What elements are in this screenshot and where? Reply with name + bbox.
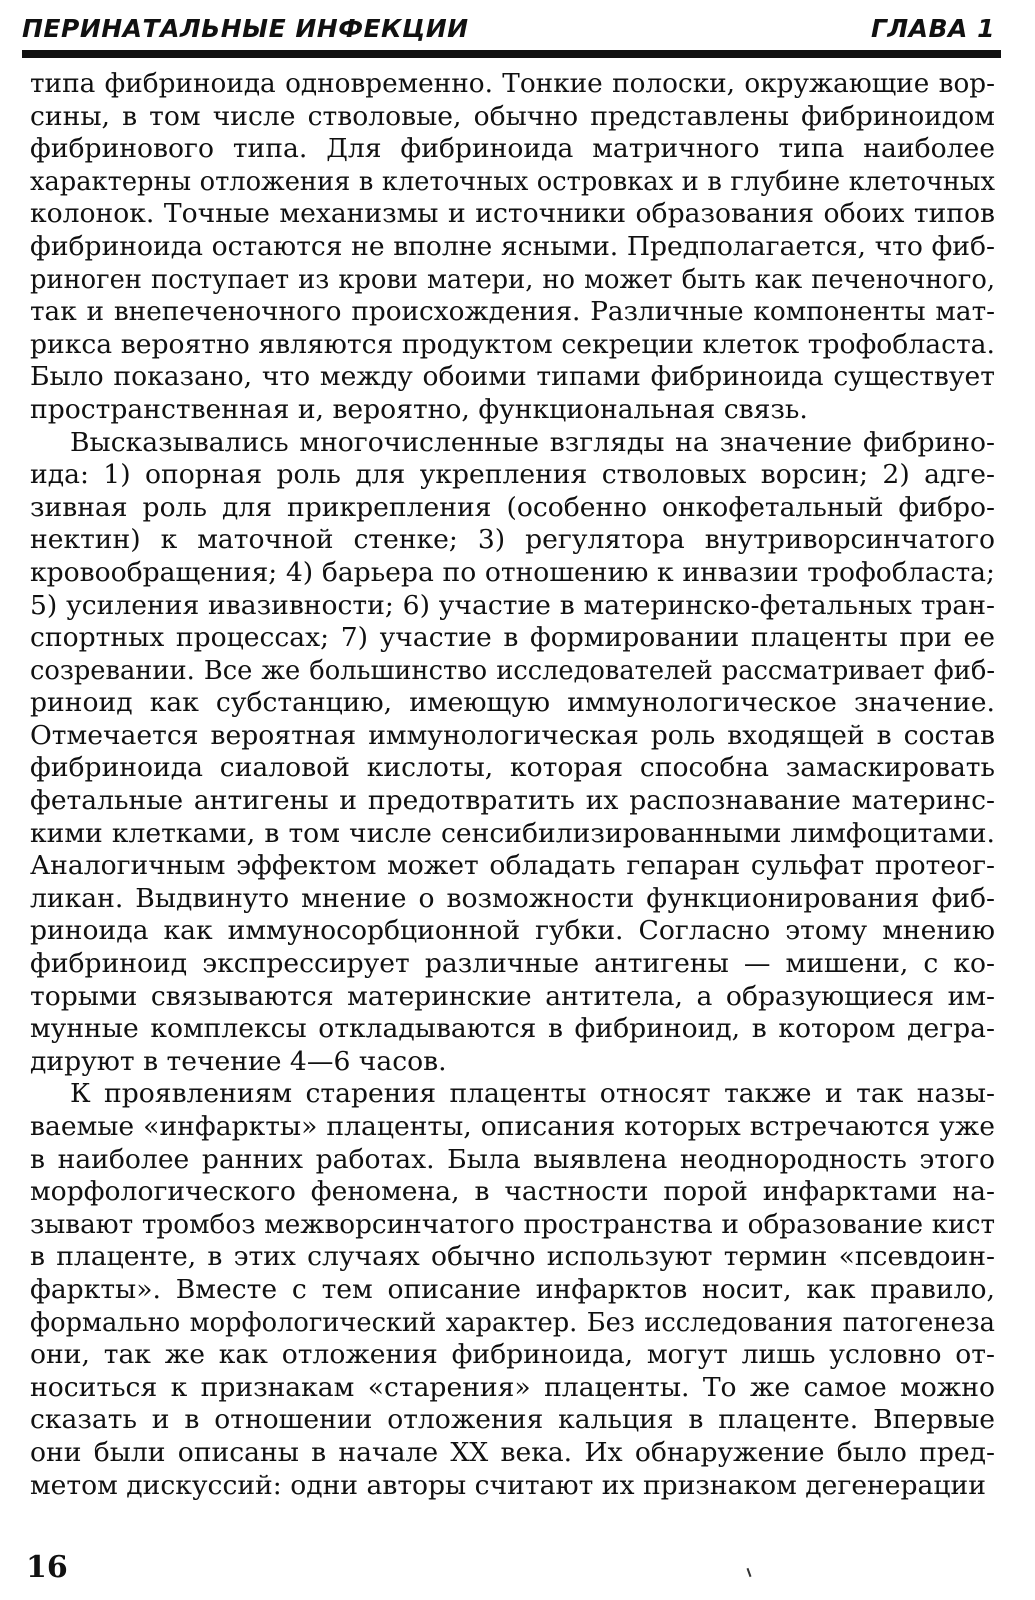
text-line: они, так же как отложения фибриноида, могут лишь условно от- [30,1339,995,1371]
text-line: сказать и в отношении отложения кальция в плаценте. Впервые [30,1404,995,1436]
text-line: фетальные антигены и предотвратить их распознавание материнс- [30,785,995,817]
chapter-label: ГЛАВА 1 [870,14,995,43]
text-line: так и внепеченочного происхождения. Различные компоненты мат- [30,297,995,328]
text-line: фибриноида остаются не вполне ясными. Предполагается, что фиб- [30,230,995,262]
text-line: в плаценте, в этих случаях обычно используют термин «псевдоин- [30,1241,995,1273]
text-line: ида: 1) опорная роль для укрепления стволовых ворсин; 2) адге- [30,459,995,491]
text-line: пространственная и, вероятно, функциональная связь. [30,393,808,425]
text-line: зывают тромбоз межворсинчатого пространства и образование кист [30,1209,995,1240]
text-line: они были описаны в начале XX века. Их обнаружение было пред- [30,1436,995,1468]
text-line: колонок. Точные механизмы и источники образования обоих типов [30,198,995,230]
body-text [30,68,995,1502]
paragraph [30,68,995,427]
paragraph [30,1078,995,1502]
text-line: Высказывались многочисленные взгляды на значение фибрино- [70,426,995,458]
text-line: Отмечается вероятная иммунологическая роль входящей в состав [30,719,995,751]
text-line: спортных процессах; 7) участие в формировании плаценты при ее [30,622,995,654]
paragraph [30,427,995,1079]
text-line: мунные комплексы откладываются в фибриноид, в котором дегра- [30,1013,995,1045]
text-line: кровообращения; 4) барьера по отношению к инвазии трофобласта; [30,556,995,588]
text-line: морфологического феномена, в частности порой инфарктами на- [30,1176,995,1208]
running-title: ПЕРИНАТАЛЬНЫЕ ИНФЕКЦИИ [22,14,469,43]
text-line: нектин) к маточной стенке; 3) регулятора внутриворсинчатого [30,524,995,556]
text-line: формально морфологический характер. Без исследования патогенеза [30,1307,995,1338]
text-line: дируют в течение 4—6 часов. [30,1045,447,1077]
text-line: риноид как субстанцию, имеющую иммунологическое значение. [30,687,995,719]
page-number: 16 [26,1550,68,1585]
text-line: кими клетками, в том числе сенсибилизированными лимфоцитами. [30,817,995,849]
header-rule [22,50,1001,58]
text-line: ваемые «инфаркты» плаценты, описания которых встречаются уже [30,1111,995,1142]
text-line: фибринового типа. Для фибриноида матричного типа наиболее [30,133,995,165]
text-line: торыми связываются материнские антитела, а образующиеся им- [30,980,995,1012]
text-line: К проявлениям старения плаценты относят также и так назы- [70,1078,995,1110]
text-line: зивная роль для прикрепления (особенно онкофетальный фибро- [30,491,995,523]
text-line: 5) усиления ивазивности; 6) участие в материнско-фетальных тран- [30,589,995,621]
text-line: рикса вероятно являются продуктом секреции клеток трофобласта. [30,328,995,360]
text-line: фибриноида сиаловой кислоты, которая способна замаскировать [30,752,995,784]
text-line: риноида как иммуносорбционной губки. Согласно этому мнению [30,915,995,947]
text-line: созревании. Все же большинство исследователей рассматривает фиб- [30,655,995,686]
text-line: сины, в том числе стволовые, обычно представлены фибриноидом [30,100,995,132]
text-line: фибриноид экспрессирует различные антигены — мишени, с ко- [30,948,995,980]
text-line: Аналогичным эффектом может обладать гепаран сульфат протеог- [30,850,995,882]
text-line: Было показано, что между обоими типами фибриноида существует [30,361,995,393]
text-line: носиться к признакам «старения» плаценты. То же самое можно [30,1371,995,1403]
text-line: ликан. Выдвинуто мнение о возможности функционирования фиб- [30,882,995,914]
text-line: риноген поступает из крови матери, но может быть как печеночного, [30,264,995,295]
text-line: в наиболее ранних работах. Была выявлена неоднородность этого [30,1143,995,1175]
text-line: характерны отложения в клеточных островках и в глубине клеточных [30,166,995,197]
text-line: типа фибриноида одновременно. Тонкие полоски, окружающие вор- [30,69,995,99]
text-line: метом дискуссий: одни авторы считают их признаком дегенерации [30,1469,986,1501]
scan-speck [747,1568,752,1577]
running-head [22,10,995,50]
text-line: фаркты». Вместе с тем описание инфарктов носит, как правило, [30,1273,995,1305]
